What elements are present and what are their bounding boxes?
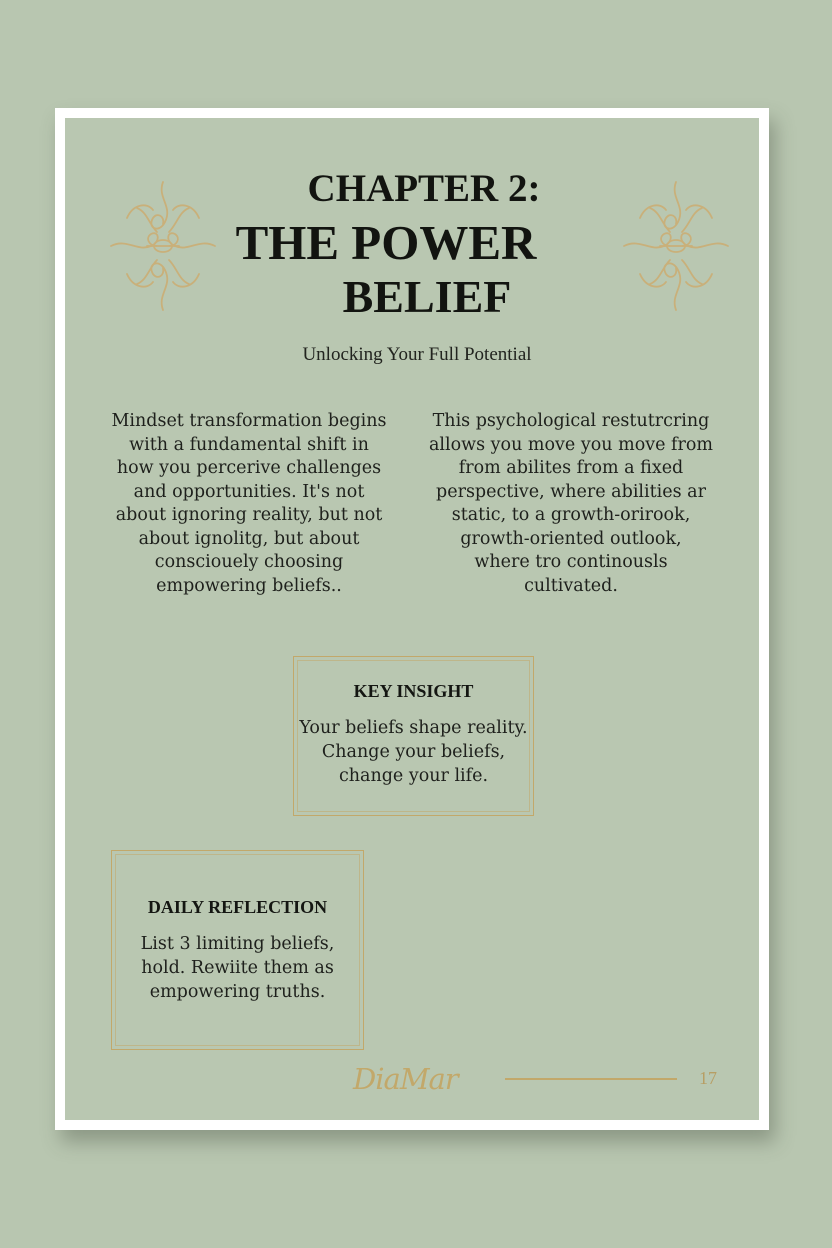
daily-reflection-line: List 3 limiting beliefs, <box>140 934 335 954</box>
body-line: growth-oriented outlook, <box>460 528 682 549</box>
key-insight-line: change your life. <box>338 766 489 786</box>
daily-reflection-line: hold. Rewiite them as <box>141 958 334 978</box>
chapter-subtitle: Unlocking Your Full Potential <box>302 344 532 365</box>
key-insight-text <box>294 716 533 788</box>
body-line: Mindset transformation begins <box>111 411 387 431</box>
body-line: perspective, where abilities ar <box>436 481 706 502</box>
body-line: with a fundamental shift in <box>129 434 369 455</box>
body-line: and opportunities. It's not <box>133 481 365 502</box>
chapter-label: CHAPTER 2: <box>307 167 541 210</box>
key-insight-line: Change your beliefs, <box>321 742 506 762</box>
daily-reflection-box <box>111 850 364 1050</box>
key-insight-line: Your beliefs shape reality. <box>299 718 528 738</box>
body-line: empowering beliefs.. <box>156 575 342 596</box>
daily-reflection-text <box>112 932 363 1004</box>
chapter-title-line-1: THE POWER <box>235 215 537 270</box>
body-paragraph-left <box>99 410 399 598</box>
body-line: This psychological restutrcring <box>432 411 710 431</box>
body-line: from abilites from a fixed <box>458 458 684 478</box>
body-line: where tro continousls <box>474 552 668 572</box>
body-line: about ignoring reality, but not <box>115 505 383 525</box>
brand-logo: DiaMar <box>353 1062 458 1096</box>
footer-divider <box>505 1078 677 1080</box>
daily-reflection-line: empowering truths. <box>149 982 326 1002</box>
daily-reflection-title: DAILY REFLECTION <box>147 897 328 917</box>
body-line: how you percerive challenges <box>116 458 382 478</box>
body-line: static, to a growth-orirook, <box>451 505 691 525</box>
body-paragraph-right <box>421 410 721 598</box>
page-frame <box>55 108 769 1130</box>
key-insight-box <box>293 656 534 816</box>
body-line: allows you move you move from <box>428 434 714 455</box>
chapter-title-line-2: BELIEF <box>342 271 512 322</box>
page-number: 17 <box>699 1068 717 1088</box>
body-line: consciouely choosing <box>154 552 344 572</box>
key-insight-title: KEY INSIGHT <box>353 681 474 701</box>
body-line: about ignolitg, but about <box>138 528 360 549</box>
body-line: cultivated. <box>524 575 618 596</box>
